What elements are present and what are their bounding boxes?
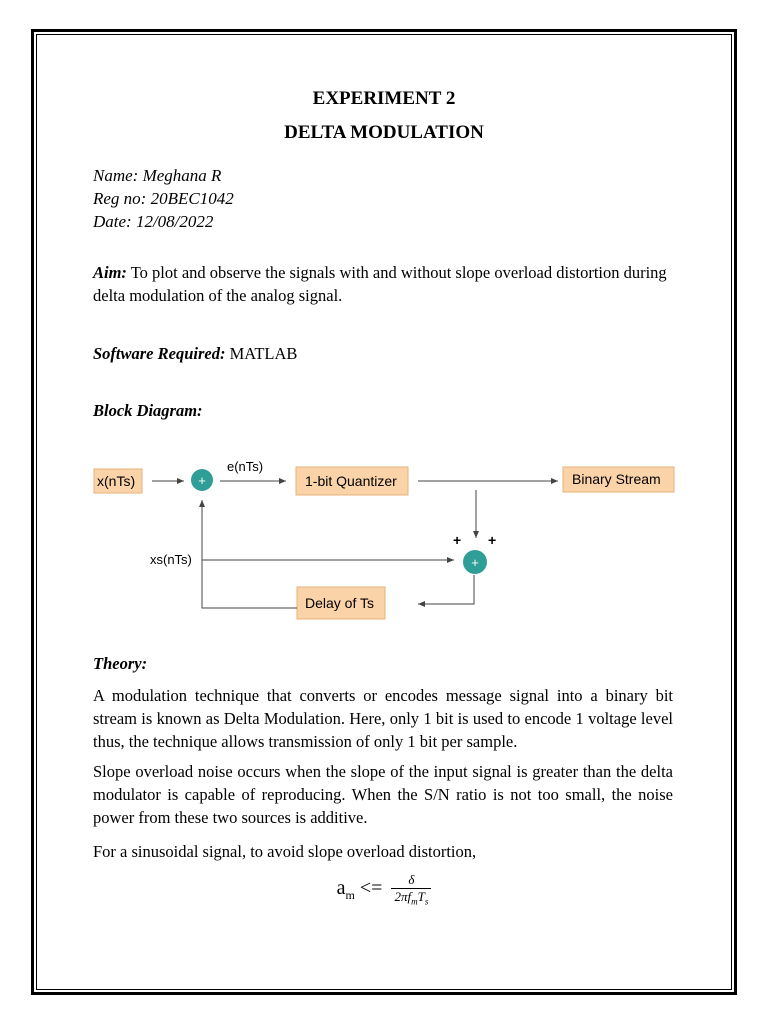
software-label: Software Required: <box>93 344 226 363</box>
aim-text: To plot and observe the signals with and without slope overload distortion during delta modulation of the analog signal. <box>93 263 667 305</box>
software-value: MATLAB <box>229 344 298 363</box>
student-name: Name: Meghana R <box>93 166 222 185</box>
feedback-label: xs(nTs) <box>150 552 192 567</box>
formula-numerator: δ <box>391 872 431 889</box>
block-diagram <box>88 448 688 628</box>
slope-overload-formula <box>0 872 768 907</box>
block-diagram-label: Block Diagram: <box>93 401 203 420</box>
formula-operator: <= <box>359 876 383 899</box>
student-date: Date: 12/08/2022 <box>93 212 214 231</box>
formula-denominator: $2\pi f_mT_s$ <box>394 889 429 907</box>
theory-label: Theory: <box>93 654 148 673</box>
theory-paragraph-1: A modulation technique that converts or encodes message signal into a binary bit stream is known as Delta Modulation. Here, only 1 bit is used to encode 1 voltage level thus, the technique allows transmission of only 1 bit per sample. <box>93 686 673 751</box>
theory-paragraph-3: For a sinusoidal signal, to avoid slope overload distortion, <box>93 842 477 861</box>
aim-label: Aim: <box>93 263 127 282</box>
output-label: Binary Stream <box>572 471 661 487</box>
formula-fraction <box>391 872 431 907</box>
summer-2-plus-right: + <box>488 532 497 548</box>
summer-1-plus: + <box>198 473 206 488</box>
experiment-title: DELTA MODULATION <box>284 122 484 143</box>
theory-paragraph-2: Slope overload noise occurs when the slope of the input signal is greater than the delta modulator is capable of reproducing. When the S/N ratio is not too small, the noise power from these two sources is additive. <box>93 762 673 827</box>
delay-label: Delay of Ts <box>305 595 374 611</box>
summer-2-plus-left: + <box>453 532 462 548</box>
formula-lhs: $a_m$ <box>336 876 355 902</box>
input-label: x(nTs) <box>97 473 136 489</box>
error-label: e(nTs) <box>227 459 264 474</box>
arrow-delay-to-summer-1 <box>202 500 297 608</box>
student-reg: Reg no: 20BEC1042 <box>93 189 234 208</box>
aim-paragraph <box>93 261 673 307</box>
arrow-summer-2-to-delay <box>418 575 474 604</box>
experiment-number: EXPERIMENT 2 <box>312 88 456 109</box>
quantizer-label: 1-bit Quantizer <box>305 473 397 489</box>
summer-2-plus: + <box>471 555 479 570</box>
software-paragraph <box>93 342 673 365</box>
